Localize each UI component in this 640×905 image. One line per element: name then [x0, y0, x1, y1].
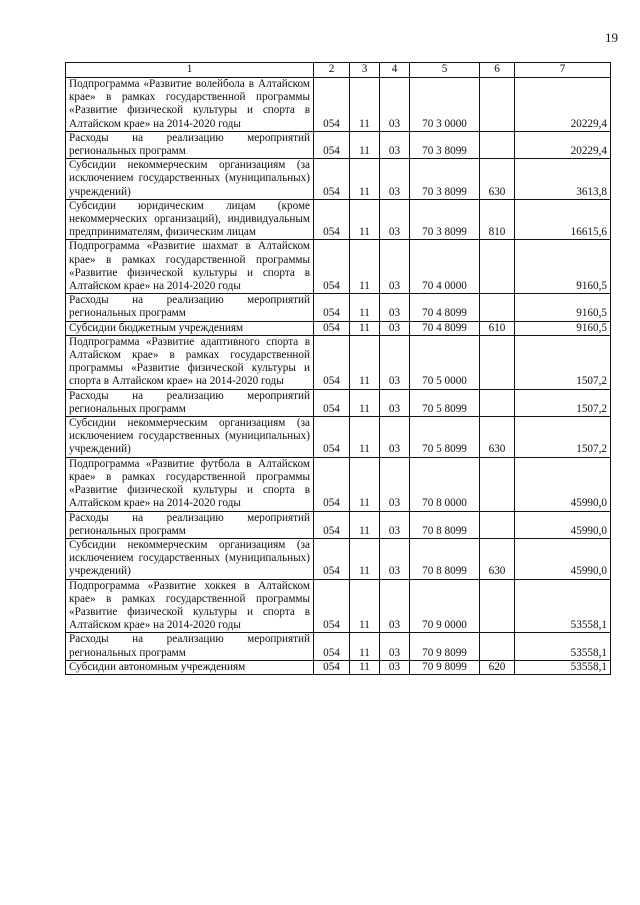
- section-code-cell: 11: [350, 321, 380, 335]
- amount-cell: 53558,1: [515, 633, 611, 660]
- item-name-cell: Расходы на реализацию мероприятий региональных программ: [66, 633, 314, 660]
- target-article-code-cell: 70 3 0000: [410, 78, 480, 132]
- ministry-code-cell: 054: [314, 199, 350, 240]
- table-row: [66, 660, 611, 674]
- item-name-cell: Расходы на реализацию мероприятий региональных программ: [66, 131, 314, 158]
- table-row: [66, 240, 611, 294]
- section-code-cell: 11: [350, 294, 380, 321]
- expense-type-code-cell: [480, 511, 515, 538]
- table-row: [66, 131, 611, 158]
- section-code-cell: 11: [350, 389, 380, 416]
- expense-type-code-cell: 630: [480, 538, 515, 579]
- item-name-cell: Подпрограмма «Развитие футбола в Алтайском крае» в рамках государственной программы «Развитие физической культуры и спорта в Алтайском крае» на 2014-2020 годы: [66, 457, 314, 511]
- expense-type-code-cell: [480, 240, 515, 294]
- table-row: [66, 78, 611, 132]
- expense-type-code-cell: 630: [480, 417, 515, 458]
- section-code-cell: 11: [350, 538, 380, 579]
- subsection-code-cell: 03: [380, 240, 410, 294]
- target-article-code-cell: 70 8 8099: [410, 538, 480, 579]
- table-row: [66, 321, 611, 335]
- header-col-2: 2: [314, 63, 350, 78]
- subsection-code-cell: 03: [380, 294, 410, 321]
- ministry-code-cell: 054: [314, 660, 350, 674]
- ministry-code-cell: 054: [314, 131, 350, 158]
- target-article-code-cell: 70 9 0000: [410, 579, 480, 633]
- section-code-cell: 11: [350, 660, 380, 674]
- subsection-code-cell: 03: [380, 131, 410, 158]
- subsection-code-cell: 03: [380, 159, 410, 200]
- section-code-cell: 11: [350, 131, 380, 158]
- ministry-code-cell: 054: [314, 538, 350, 579]
- ministry-code-cell: 054: [314, 389, 350, 416]
- budget-table: [65, 62, 611, 675]
- table-row: [66, 633, 611, 660]
- ministry-code-cell: 054: [314, 511, 350, 538]
- target-article-code-cell: 70 5 8099: [410, 417, 480, 458]
- amount-cell: 9160,5: [515, 240, 611, 294]
- expense-type-code-cell: 610: [480, 321, 515, 335]
- ministry-code-cell: 054: [314, 457, 350, 511]
- amount-cell: 20229,4: [515, 78, 611, 132]
- amount-cell: 1507,2: [515, 389, 611, 416]
- ministry-code-cell: 054: [314, 633, 350, 660]
- amount-cell: 9160,5: [515, 294, 611, 321]
- section-code-cell: 11: [350, 78, 380, 132]
- subsection-code-cell: 03: [380, 78, 410, 132]
- target-article-code-cell: 70 4 8099: [410, 294, 480, 321]
- item-name-cell: Субсидии некоммерческим организациям (за исключением государственных (муниципальных) учреждений): [66, 538, 314, 579]
- header-col-6: 6: [480, 63, 515, 78]
- item-name-cell: Субсидии некоммерческим организациям (за исключением государственных (муниципальных) учреждений): [66, 159, 314, 200]
- target-article-code-cell: 70 8 8099: [410, 511, 480, 538]
- table-row: [66, 417, 611, 458]
- amount-cell: 53558,1: [515, 579, 611, 633]
- subsection-code-cell: 03: [380, 199, 410, 240]
- expense-type-code-cell: [480, 389, 515, 416]
- target-article-code-cell: 70 9 8099: [410, 633, 480, 660]
- target-article-code-cell: 70 3 8099: [410, 199, 480, 240]
- target-article-code-cell: 70 5 8099: [410, 389, 480, 416]
- table-header-row: [66, 63, 611, 78]
- header-col-5: 5: [410, 63, 480, 78]
- table-row: [66, 511, 611, 538]
- ministry-code-cell: 054: [314, 294, 350, 321]
- amount-cell: 1507,2: [515, 335, 611, 389]
- target-article-code-cell: 70 3 8099: [410, 131, 480, 158]
- amount-cell: 45990,0: [515, 457, 611, 511]
- ministry-code-cell: 054: [314, 417, 350, 458]
- expense-type-code-cell: [480, 633, 515, 660]
- subsection-code-cell: 03: [380, 633, 410, 660]
- target-article-code-cell: 70 9 8099: [410, 660, 480, 674]
- section-code-cell: 11: [350, 417, 380, 458]
- table-row: [66, 579, 611, 633]
- table-row: [66, 294, 611, 321]
- amount-cell: 20229,4: [515, 131, 611, 158]
- subsection-code-cell: 03: [380, 579, 410, 633]
- expense-type-code-cell: 810: [480, 199, 515, 240]
- header-col-1: 1: [66, 63, 314, 78]
- target-article-code-cell: 70 5 0000: [410, 335, 480, 389]
- table-body: [66, 78, 611, 675]
- section-code-cell: 11: [350, 457, 380, 511]
- expense-type-code-cell: [480, 294, 515, 321]
- item-name-cell: Расходы на реализацию мероприятий региональных программ: [66, 511, 314, 538]
- ministry-code-cell: 054: [314, 78, 350, 132]
- expense-type-code-cell: [480, 335, 515, 389]
- table-row: [66, 199, 611, 240]
- page-number: 19: [605, 30, 618, 45]
- item-name-cell: Субсидии юридическим лицам (кроме некоммерческих организаций), индивидуальным предпринимателям, физическим лицам: [66, 199, 314, 240]
- subsection-code-cell: 03: [380, 417, 410, 458]
- section-code-cell: 11: [350, 159, 380, 200]
- table-row: [66, 335, 611, 389]
- item-name-cell: Подпрограмма «Развитие адаптивного спорта в Алтайском крае» в рамках государственной программы «Развитие физической культуры и спорта в Алтайском крае» на 2014-2020 годы: [66, 335, 314, 389]
- item-name-cell: Подпрограмма «Развитие шахмат в Алтайском крае» в рамках государственной программы «Развитие физической культуры и спорта в Алтайском крае» на 2014-2020 годы: [66, 240, 314, 294]
- target-article-code-cell: 70 3 8099: [410, 159, 480, 200]
- header-col-7: 7: [515, 63, 611, 78]
- subsection-code-cell: 03: [380, 335, 410, 389]
- expense-type-code-cell: [480, 131, 515, 158]
- target-article-code-cell: 70 4 8099: [410, 321, 480, 335]
- expense-type-code-cell: 630: [480, 159, 515, 200]
- table-row: [66, 389, 611, 416]
- amount-cell: 53558,1: [515, 660, 611, 674]
- target-article-code-cell: 70 4 0000: [410, 240, 480, 294]
- header-col-3: 3: [350, 63, 380, 78]
- expense-type-code-cell: [480, 579, 515, 633]
- item-name-cell: Расходы на реализацию мероприятий региональных программ: [66, 294, 314, 321]
- amount-cell: 3613,8: [515, 159, 611, 200]
- ministry-code-cell: 054: [314, 159, 350, 200]
- subsection-code-cell: 03: [380, 321, 410, 335]
- subsection-code-cell: 03: [380, 511, 410, 538]
- ministry-code-cell: 054: [314, 321, 350, 335]
- expense-type-code-cell: 620: [480, 660, 515, 674]
- target-article-code-cell: 70 8 0000: [410, 457, 480, 511]
- expense-type-code-cell: [480, 457, 515, 511]
- section-code-cell: 11: [350, 579, 380, 633]
- header-col-4: 4: [380, 63, 410, 78]
- section-code-cell: 11: [350, 335, 380, 389]
- table-row: [66, 457, 611, 511]
- item-name-cell: Субсидии некоммерческим организациям (за исключением государственных (муниципальных) учреждений): [66, 417, 314, 458]
- item-name-cell: Субсидии автономным учреждениям: [66, 660, 314, 674]
- section-code-cell: 11: [350, 240, 380, 294]
- section-code-cell: 11: [350, 633, 380, 660]
- subsection-code-cell: 03: [380, 457, 410, 511]
- amount-cell: 9160,5: [515, 321, 611, 335]
- ministry-code-cell: 054: [314, 579, 350, 633]
- subsection-code-cell: 03: [380, 538, 410, 579]
- amount-cell: 16615,6: [515, 199, 611, 240]
- ministry-code-cell: 054: [314, 335, 350, 389]
- item-name-cell: Подпрограмма «Развитие волейбола в Алтайском крае» в рамках государственной программы «Развитие физической культуры и спорта в Алтайском крае» на 2014-2020 годы: [66, 78, 314, 132]
- item-name-cell: Субсидии бюджетным учреждениям: [66, 321, 314, 335]
- item-name-cell: Подпрограмма «Развитие хоккея в Алтайском крае» в рамках государственной программы «Развитие физической культуры и спорта в Алтайском крае» на 2014-2020 годы: [66, 579, 314, 633]
- section-code-cell: 11: [350, 511, 380, 538]
- table-row: [66, 159, 611, 200]
- item-name-cell: Расходы на реализацию мероприятий региональных программ: [66, 389, 314, 416]
- amount-cell: 45990,0: [515, 538, 611, 579]
- subsection-code-cell: 03: [380, 660, 410, 674]
- ministry-code-cell: 054: [314, 240, 350, 294]
- amount-cell: 1507,2: [515, 417, 611, 458]
- section-code-cell: 11: [350, 199, 380, 240]
- table-row: [66, 538, 611, 579]
- amount-cell: 45990,0: [515, 511, 611, 538]
- expense-type-code-cell: [480, 78, 515, 132]
- subsection-code-cell: 03: [380, 389, 410, 416]
